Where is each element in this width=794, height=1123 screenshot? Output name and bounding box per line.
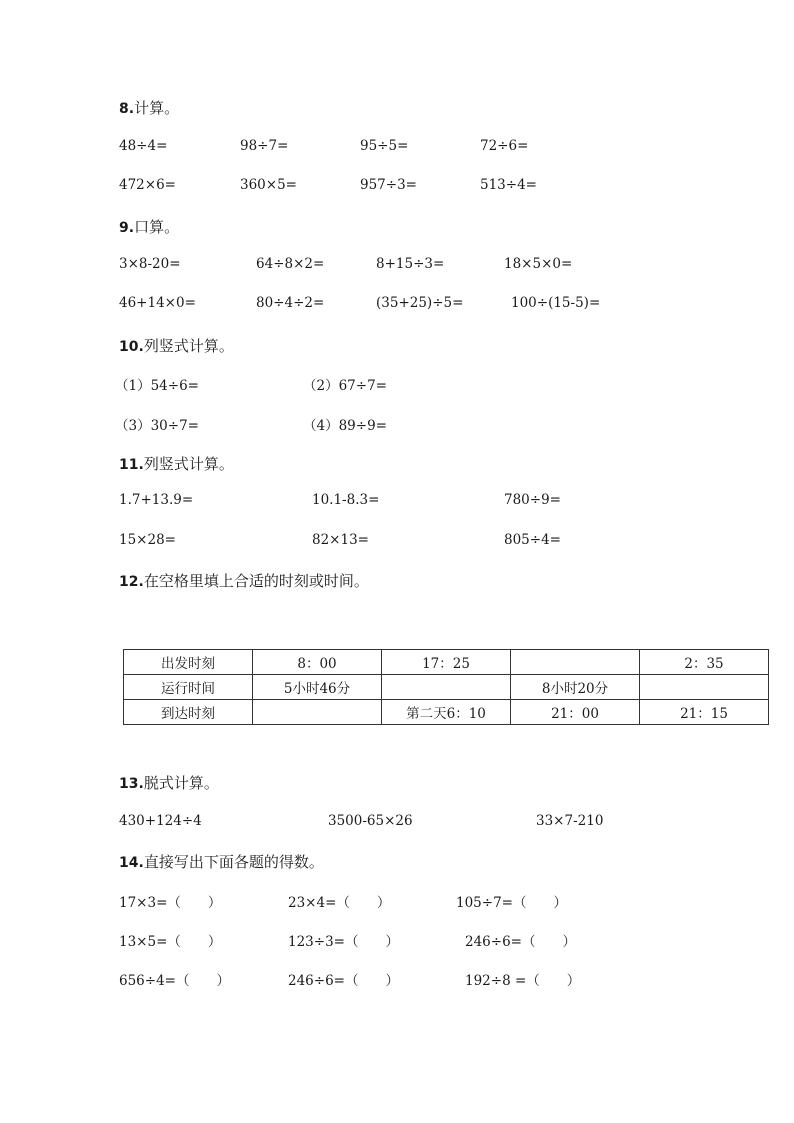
q8-number: 8.: [119, 101, 135, 117]
q14-title: 直接写出下面各题的得数。: [143, 853, 324, 871]
table-row: [124, 675, 769, 700]
q8-item: 98÷7=: [240, 138, 289, 154]
q9-number: 9.: [119, 220, 135, 236]
table-cell: [382, 675, 511, 700]
q13-heading: [119, 772, 219, 793]
q14-item: 123÷3=（ ）: [288, 934, 399, 950]
q8-item: 72÷6=: [480, 138, 529, 154]
q8-item: 957÷3=: [360, 177, 417, 193]
q8-item: 48÷4=: [119, 138, 168, 154]
table-cell: 到达时刻: [124, 700, 253, 725]
q10-item: （3）30÷7=: [115, 418, 199, 434]
q9-item: 80÷4÷2=: [256, 295, 325, 311]
q11-heading: [119, 453, 234, 474]
q8-item: 95÷5=: [360, 138, 409, 154]
q12-heading: [119, 570, 369, 591]
q8-item: 472×6=: [119, 177, 176, 193]
table-cell: 2：35: [640, 650, 769, 675]
table-cell: 21：00: [511, 700, 640, 725]
q10-item: （2）67÷7=: [303, 378, 387, 394]
q14-item: 246÷6=（ ）: [288, 973, 399, 989]
q14-item: 17×3=（ ）: [119, 895, 222, 911]
q8-heading: [119, 97, 179, 118]
time-table: [123, 649, 769, 725]
table-row: [124, 700, 769, 725]
q14-number: 14.: [119, 855, 144, 871]
q10-title: 列竖式计算。: [143, 337, 234, 355]
table-cell: 8：00: [253, 650, 382, 675]
q9-item: 46+14×0=: [119, 295, 196, 311]
q9-item: 64÷8×2=: [256, 256, 325, 272]
table-cell: 第二天6：10: [382, 700, 511, 725]
q8-item: 360×5=: [240, 177, 297, 193]
q12-title: 在空格里填上合适的时刻或时间。: [143, 572, 369, 590]
q9-heading: [119, 216, 179, 237]
table-cell: [640, 675, 769, 700]
table-cell: 21：15: [640, 700, 769, 725]
table-cell: [253, 700, 382, 725]
q13-item: 3500-65×26: [328, 813, 413, 829]
q14-item: 23×4=（ ）: [288, 895, 391, 911]
q13-title: 脱式计算。: [143, 774, 219, 792]
q10-item: （1）54÷6=: [115, 378, 199, 394]
q9-item: 18×5×0=: [504, 256, 573, 272]
q11-item: 1.7+13.9=: [119, 492, 194, 508]
q14-item: 13×5=（ ）: [119, 934, 222, 950]
q11-item: 10.1-8.3=: [312, 492, 380, 508]
q9-title: 口算。: [134, 218, 180, 236]
q9-item: 100÷(15-5)=: [511, 295, 601, 311]
q11-item: 805÷4=: [504, 532, 561, 548]
table-row: [124, 650, 769, 675]
q14-item: 656÷4=（ ）: [119, 973, 230, 989]
table-cell: 8小时20分: [511, 675, 640, 700]
q9-item: (35+25)÷5=: [376, 295, 464, 311]
q10-number: 10.: [119, 339, 144, 355]
q13-item: 430+124÷4: [119, 813, 202, 829]
q11-number: 11.: [119, 457, 144, 473]
q14-heading: [119, 851, 324, 872]
table-cell: 17：25: [382, 650, 511, 675]
table-cell: [511, 650, 640, 675]
table-cell: 出发时刻: [124, 650, 253, 675]
table-cell: 5小时46分: [253, 675, 382, 700]
q9-item: 8+15÷3=: [376, 256, 445, 272]
q13-item: 33×7-210: [536, 813, 604, 829]
q11-title: 列竖式计算。: [143, 455, 234, 473]
q14-item: 105÷7=（ ）: [456, 895, 567, 911]
q14-item: 246÷6=（ ）: [465, 934, 576, 950]
q11-item: 780÷9=: [504, 492, 561, 508]
table-cell: 运行时间: [124, 675, 253, 700]
q8-item: 513÷4=: [480, 177, 537, 193]
q9-item: 3×8-20=: [119, 256, 181, 272]
q11-item: 82×13=: [312, 532, 369, 548]
q8-title: 计算。: [134, 99, 180, 117]
q14-item: 192÷8 =（ ）: [465, 973, 581, 989]
q10-item: （4）89÷9=: [303, 418, 387, 434]
q10-heading: [119, 335, 234, 356]
q11-item: 15×28=: [119, 532, 176, 548]
q13-number: 13.: [119, 776, 144, 792]
q12-number: 12.: [119, 574, 144, 590]
